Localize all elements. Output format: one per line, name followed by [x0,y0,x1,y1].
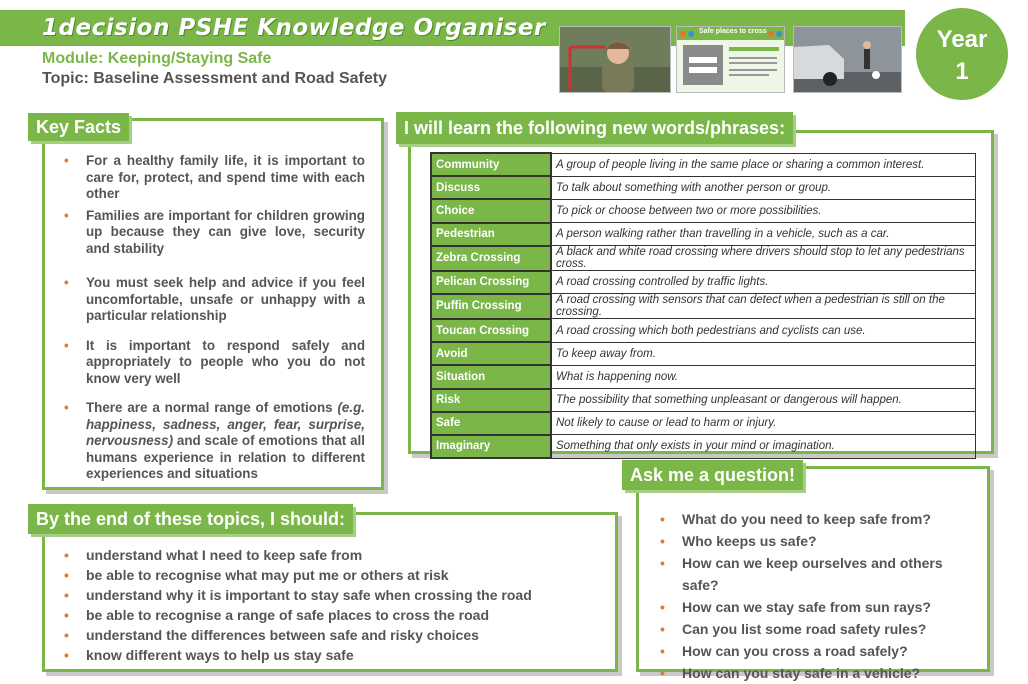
learning-outcomes-heading: By the end of these topics, I should: [28,504,353,534]
table-row [431,271,976,294]
table-row [431,435,976,458]
key-fact-item: • There are a normal range of emotions (e.g. happiness, sadness, anger, fear, surprise, nervousness) and scale of emotions that all humans experience in relation to different experiences and situations [86,400,365,483]
child-photo-image [560,27,670,92]
outcome-item: • understand why it is important to stay safe when crossing the road [86,585,596,605]
vocabulary-definition: To keep away from. [551,342,976,365]
car-photo-image [794,27,901,92]
question-item: • Can you list some road safety rules? [682,618,982,640]
vocabulary-definition: A black and white road crossing where drivers should stop to let any pedestrians cross. [551,246,976,271]
question-item: • How can you cross a road safely? [682,640,982,662]
vocabulary-term: Discuss [431,176,551,199]
outcome-item: • know different ways to help us stay safe [86,645,596,665]
vocabulary-term: Toucan Crossing [431,319,551,342]
page-title: 1decision PSHE Knowledge Organiser [42,15,546,41]
vocabulary-definition: What is happening now. [551,365,976,388]
vocabulary-term: Imaginary [431,435,551,458]
key-fact-item: • For a healthy family life, it is important to care for, protect, and spend time with each other [86,153,365,203]
key-fact-item: • Families are important for children growing up because they can give love, security and stability [86,208,365,258]
vocabulary-term: Pedestrian [431,223,551,246]
table-row [431,223,976,246]
vocabulary-definition: Not likely to cause or lead to harm or injury. [551,412,976,435]
outcome-item: • understand what I need to keep safe from [86,545,596,565]
question-item: • How can you stay safe in a vehicle? [682,662,982,684]
questions-heading: Ask me a question! [622,460,803,490]
key-fact-item: • You must seek help and advice if you feel uncomfortable, unsafe or unhappy with a particular relationship [86,275,365,325]
vocabulary-definition: To pick or choose between two or more possibilities. [551,199,976,222]
key-fact-item: • It is important to respond safely and appropriately to people who you do not know very well [86,338,365,388]
question-item: • How can we keep ourselves and others safe? [682,552,982,596]
key-facts-heading: Key Facts [28,113,129,141]
module-label: Module: Keeping/Staying Safe [42,50,272,67]
words-heading: I will learn the following new words/phrases: [396,112,793,144]
year-badge [916,8,1008,100]
table-row [431,176,976,199]
table-row [431,319,976,342]
vocabulary-term: Puffin Crossing [431,294,551,319]
table-row [431,342,976,365]
car-photo-thumbnail [793,26,902,93]
vocabulary-term: Risk [431,389,551,412]
vocabulary-term: Pelican Crossing [431,271,551,294]
learning-outcomes-list [86,545,596,665]
table-row [431,246,976,271]
vocabulary-definition: To talk about something with another person or group. [551,176,976,199]
year-badge-label: Year [936,26,988,53]
vocabulary-term: Choice [431,199,551,222]
vocabulary-definition: A road crossing which both pedestrians and cyclists can use. [551,319,976,342]
table-row [431,365,976,388]
vocabulary-definition: A road crossing controlled by traffic lights. [551,271,976,294]
vocabulary-definition: The possibility that something unpleasant or dangerous will happen. [551,389,976,412]
year-badge-number: 1 [955,58,969,85]
table-row [431,199,976,222]
questions-list [682,508,982,684]
key-facts-list [86,153,365,483]
table-row [431,294,976,319]
outcome-item: • be able to recognise what may put me or others at risk [86,565,596,585]
vocabulary-definition: A road crossing with sensors that can detect when a pedestrian is still on the crossing. [551,294,976,319]
safe-places-image [677,27,784,92]
question-item: • What do you need to keep safe from? [682,508,982,530]
vocabulary-term: Avoid [431,342,551,365]
outcome-item: • be able to recognise a range of safe places to cross the road [86,605,596,625]
vocabulary-definition: A group of people living in the same place or sharing a common interest. [551,153,976,176]
safe-places-heading: Safe places to cross [699,28,767,35]
question-item: • Who keeps us safe? [682,530,982,552]
vocabulary-term: Situation [431,365,551,388]
vocabulary-term: Community [431,153,551,176]
child-photo-thumbnail [559,26,671,93]
table-row [431,412,976,435]
vocabulary-definition: A person walking rather than travelling in a vehicle, such as a car. [551,223,976,246]
question-item: • How can we stay safe from sun rays? [682,596,982,618]
table-row [431,153,976,176]
vocabulary-definition: Something that only exists in your mind or imagination. [551,435,976,458]
vocabulary-term: Zebra Crossing [431,246,551,271]
vocabulary-term: Safe [431,412,551,435]
outcome-item: • understand the differences between safe and risky choices [86,625,596,645]
topic-label: Topic: Baseline Assessment and Road Safety [42,70,387,87]
vocabulary-table [430,152,976,459]
table-row [431,389,976,412]
safe-places-thumbnail [676,26,785,93]
